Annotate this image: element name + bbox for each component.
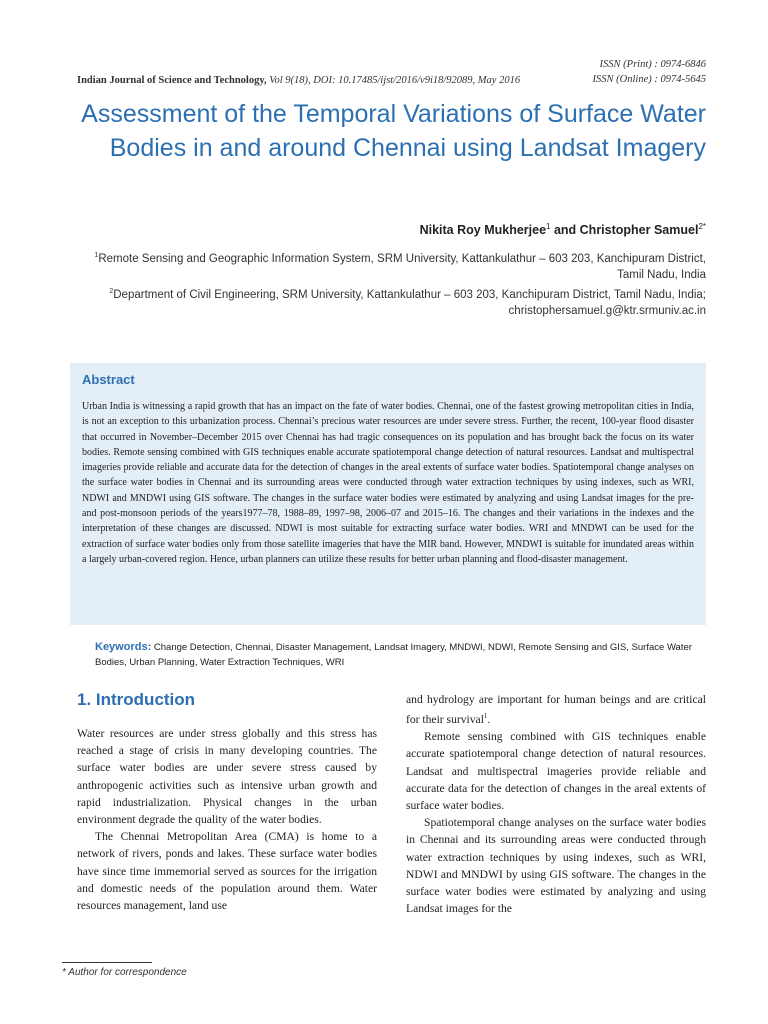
affiliation-1-text: Remote Sensing and Geographic Information System, SRM University, Kattankulathur – 603 203, Kanchipuram District, Tamil Nadu, India (98, 252, 706, 281)
author-2-sup: 2* (698, 222, 706, 231)
author-line (420, 222, 706, 237)
paragraph: Water resources are under stress globally and this stress has reached a stage of crisis in many developing countries. The surface water bodies are under severe stress caused by anthropogenic activities such as intensive urban growth and rapid industrialization. Physical changes in the urban environment degrade the quality of the water bodies. (77, 727, 377, 827)
author-1: Nikita Roy Mukherjee (419, 223, 547, 238)
paragraph-text: and hydrology are important for human beings and are critical for their survival (406, 693, 706, 727)
issn-online: ISSN (Online) : 0974-5645 (592, 74, 706, 85)
journal-name: Indian Journal of Science and Technology, (77, 75, 267, 86)
affiliation-1-sup: 1 (94, 252, 99, 259)
footnote-divider (62, 962, 152, 963)
journal-meta: Vol 9(18), DOI: 10.17485/ijst/2016/v9i18/92089, May 2016 (266, 75, 521, 86)
abstract-text: Urban India is witnessing a rapid growth that has an impact on the fate of water bodies. Chennai, one of the fastest growing metropolitan cities in India, is not an exception to this urbanization process. Chennai’s precious water resources are under severe stress. Further, the recent, 100-year flood disaster that occurred in November–December 2015 over Chennai has had tragic consequences on its population and has brought back the focus on its water bodies. Remote sensing combined with GIS techniques enable accurate spatiotemporal change detection of natural resources. Landsat and multispectral imageries provide reliable and accurate data for the detection of changes in the areal extents of surface water bodies. Spatiotemporal change analyses on the surface water bodies in Chennai and its surrounding areas were conducted through water extraction techniques by using indexes, such as WRI, NDWI and MNDWI using GIS software. The changes in the surface water bodies were estimated by analyzing and using Landsat images for the pre- and post-monsoon periods of the years1977–78, 1988–89, 1997–98, 2006–07 and 2015–16. The changes and their variations in the indexes and the interpretation of these changes are discussed. NDWI is most suitable for extracting surface water bodies. WRI and MNDWI can be used for the extraction of surface water bodies only from those satellite imageries that have the MIR band. However, MNDWI is suitable for inundated areas within a largely urban-covered region. Hence, urban planners can utilize these results for better urban planning and flood-disaster management. (82, 401, 694, 565)
abstract-box (70, 363, 706, 625)
section-heading-introduction: 1. Introduction (77, 690, 196, 709)
paragraph-end: . (487, 713, 491, 727)
issn-print: ISSN (Print) : 0974-6846 (599, 59, 706, 70)
body-column-left (77, 725, 377, 914)
journal-citation (77, 75, 520, 86)
affiliation-2 (66, 284, 706, 319)
paragraph: Spatiotemporal change analyses on the surface water bodies in Chennai and its surrounding areas were conducted through water extraction techniques by using indexes, such as WRI, NDWI and MNDWI by using GIS software. The changes in the surface water bodies were estimated by analyzing and using Landsat images for the (406, 816, 706, 916)
body-column-right (406, 691, 706, 918)
footnote: * Author for correspondence (62, 967, 187, 978)
paragraph (406, 691, 706, 728)
affiliation-1 (66, 248, 706, 283)
issn-block (593, 57, 706, 87)
keywords-label: Keywords: (95, 641, 152, 653)
keywords-text: Change Detection, Chennai, Disaster Management, Landsat Imagery, MNDWI, NDWI, Remote Sensing and GIS, Surface Water Bodies, Urban Planning, Water Extraction Techniques, WRI (95, 642, 692, 668)
affiliation-2-text: Department of Civil Engineering, SRM University, Kattankulathur – 603 203, Kanchipuram District, Tamil Nadu, India; christophersamuel.g@ktr.srmuniv.ac.in (113, 288, 706, 317)
affiliation-2-sup: 2 (109, 288, 114, 295)
abstract-heading: Abstract (82, 372, 135, 387)
paragraph: The Chennai Metropolitan Area (CMA) is home to a network of rivers, ponds and lakes. These surface water bodies have since time immemorial served as sources for the irrigation and domestic needs of the population around them. Water resources management, land use (77, 830, 377, 913)
paper-title: Assessment of the Temporal Variations of Surface Water Bodies in and around Chennai using Landsat Imagery (81, 100, 706, 162)
paragraph: Remote sensing combined with GIS techniques enable accurate spatiotemporal change detection of natural resources. Landsat and multispectral imageries provide reliable and accurate data for the detection of changes in the areal extents of surface water bodies. (406, 730, 706, 813)
author-1-sup: 1 (546, 222, 551, 231)
keywords (95, 640, 695, 670)
citation-ref: 1 (483, 712, 488, 721)
author-2: and Christopher Samuel (550, 223, 699, 238)
